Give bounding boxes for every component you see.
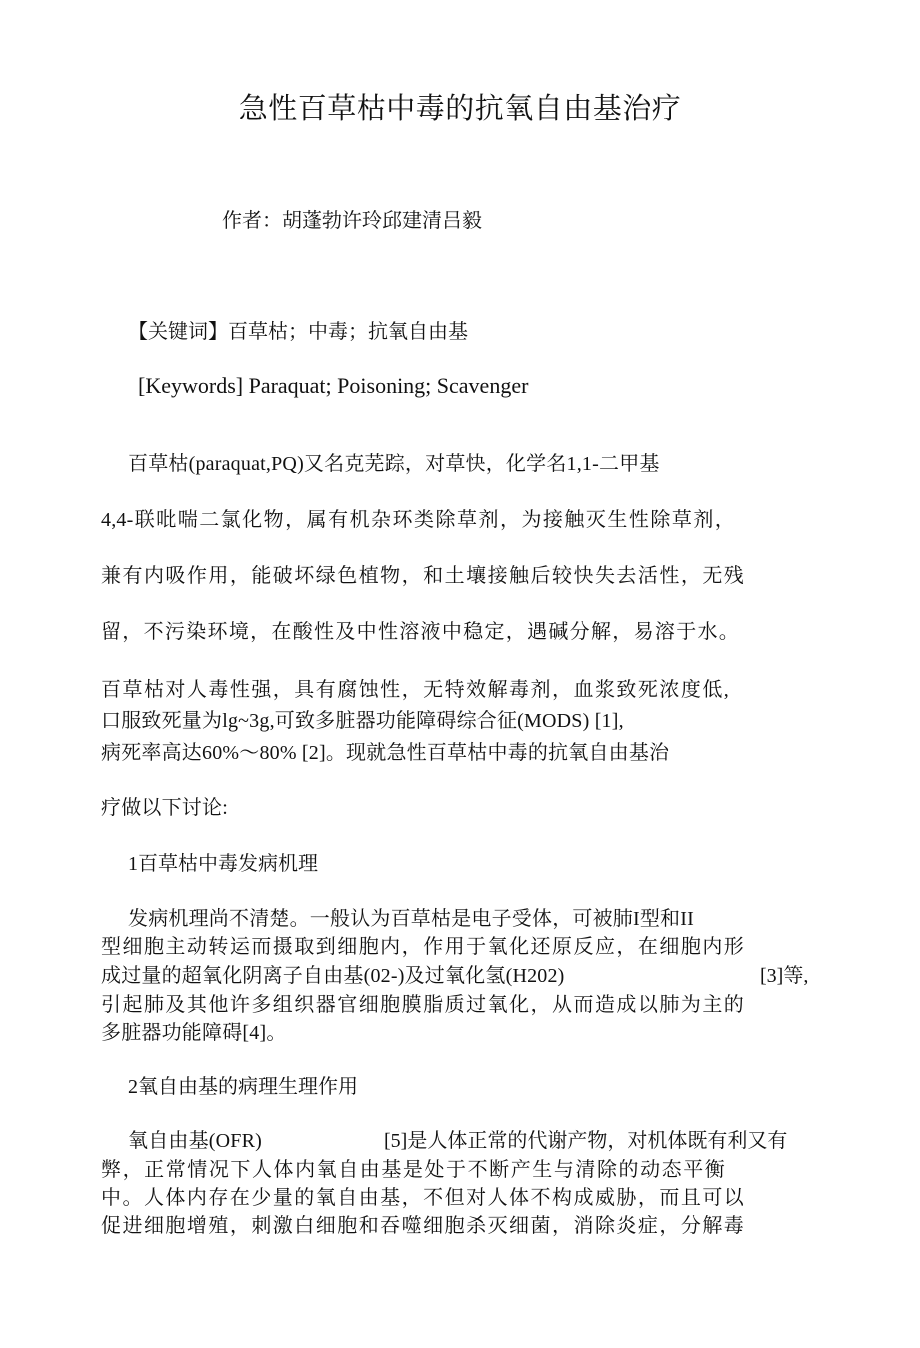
- citation-3: [3]等,: [760, 965, 809, 987]
- section-1-line-4: 引起肺及其他许多组织器官细胞膜脂质过氧化，从而造成以肺为主的: [101, 994, 744, 1016]
- document-title: 急性百草枯中毒的抗氧自由基治疗: [238, 91, 682, 125]
- section-1-line-5: 多脏器功能障碍[4]。: [101, 1022, 287, 1044]
- section-1-line-3: 成过量的超氧化阴离子自由基(02-)及过氧化氢(H202): [101, 965, 565, 987]
- section-1-line-1: 发病机理尚不清楚。一般认为百草枯是电子受体，可被肺I型和II: [128, 908, 694, 930]
- toxicity-line-3: 病死率高达60%～80% [2]。现就急性百草枯中毒的抗氧自由基治: [101, 742, 670, 764]
- intro-line-3: 兼有内吸作用，能破坏绿色植物，和土壤接触后较快失去活性，无残: [101, 565, 744, 587]
- intro-line-4: 留，不污染环境，在酸性及中性溶液中稳定，遇碱分解，易溶于水。: [101, 621, 739, 643]
- section-2-line-1-rest: [5]是人体正常的代谢产物，对机体既有利又有: [384, 1130, 788, 1152]
- section-2-line-1-start: 氧自由基(OFR): [128, 1130, 263, 1152]
- keywords-english: [Keywords] Paraquat; Poisoning; Scavenger: [138, 373, 529, 398]
- intro-line-1: 百草枯(paraquat,PQ)又名克芜踪，对草快，化学名1,1-二甲基: [128, 453, 660, 475]
- section-2-heading: 2氧自由基的病理生理作用: [128, 1076, 358, 1098]
- section-1-line-2: 型细胞主动转运而摄取到细胞内，作用于氧化还原反应，在细胞内形: [101, 936, 744, 958]
- intro-line-2: 4,4-联吡喘二氯化物，属有机杂环类除草剂，为接触灭生性除草剂，: [101, 509, 735, 531]
- toxicity-line-2: 口服致死量为lg~3g,可致多脏器功能障碍综合征(MODS) [1],: [101, 710, 624, 732]
- section-1-heading: 1百草枯中毒发病机理: [128, 853, 318, 875]
- section-2-line-3: 中。人体内存在少量的氧自由基，不但对人体不构成威胁，而且可以: [101, 1187, 744, 1209]
- author-line: 作者：胡蓬勃许玲邱建清吕毅: [222, 210, 482, 232]
- toxicity-line-4: 疗做以下讨论:: [101, 797, 228, 819]
- toxicity-line-1: 百草枯对人毒性强，具有腐蚀性，无特效解毒剂，血浆致死浓度低,: [101, 679, 729, 701]
- section-2-line-4: 促进细胞增殖，刺激白细胞和吞噬细胞杀灭细菌，消除炎症，分解毒: [101, 1215, 744, 1237]
- section-2-line-2: 弊，正常情况下人体内氧自由基是处于不断产生与清除的动态平衡: [101, 1159, 725, 1181]
- keywords-chinese: 【关键词】百草枯；中毒；抗氧自由基: [128, 321, 468, 343]
